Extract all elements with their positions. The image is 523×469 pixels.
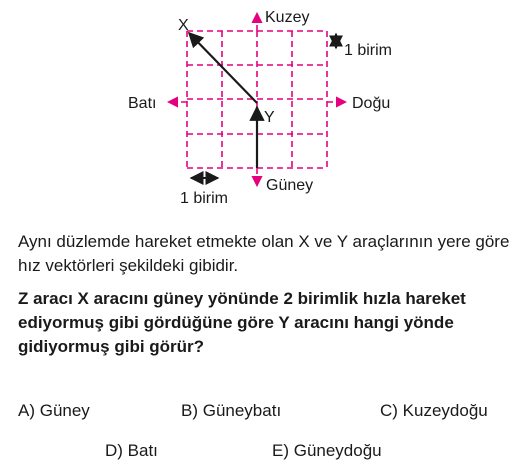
- choice-e[interactable]: E) Güneydoğu: [272, 441, 382, 460]
- north-label: Kuzey: [265, 9, 310, 26]
- point-y-label: Y: [264, 109, 275, 126]
- question-intro: Aynı düzlemde hareket etmekte olan X ve Y araçlarının yere göre hız vektörleri şekildeki gibidir.: [18, 232, 510, 275]
- question-prompt: Z aracı X aracını güney yönünde 2 birimlik hızla hareket ediyormuş gibi gördüğüne göre Y aracını hangi yönde gidiyormuş gibi görür?: [18, 289, 466, 356]
- choice-c[interactable]: C) Kuzeydoğu: [380, 401, 488, 420]
- choice-d[interactable]: D) Batı: [105, 441, 158, 460]
- choice-b[interactable]: B) Güneybatı: [181, 401, 282, 420]
- vector-x: [189, 33, 257, 103]
- east-label: Doğu: [352, 95, 391, 112]
- west-label: Batı: [128, 95, 157, 112]
- vertical-scale-label: 1 birim: [344, 42, 393, 59]
- horizontal-scale-label: 1 birim: [180, 190, 229, 207]
- choice-a[interactable]: A) Güney: [18, 401, 90, 420]
- velocity-vector-diagram: [0, 0, 523, 215]
- point-x-label: X: [178, 17, 189, 34]
- south-label: Güney: [266, 177, 314, 194]
